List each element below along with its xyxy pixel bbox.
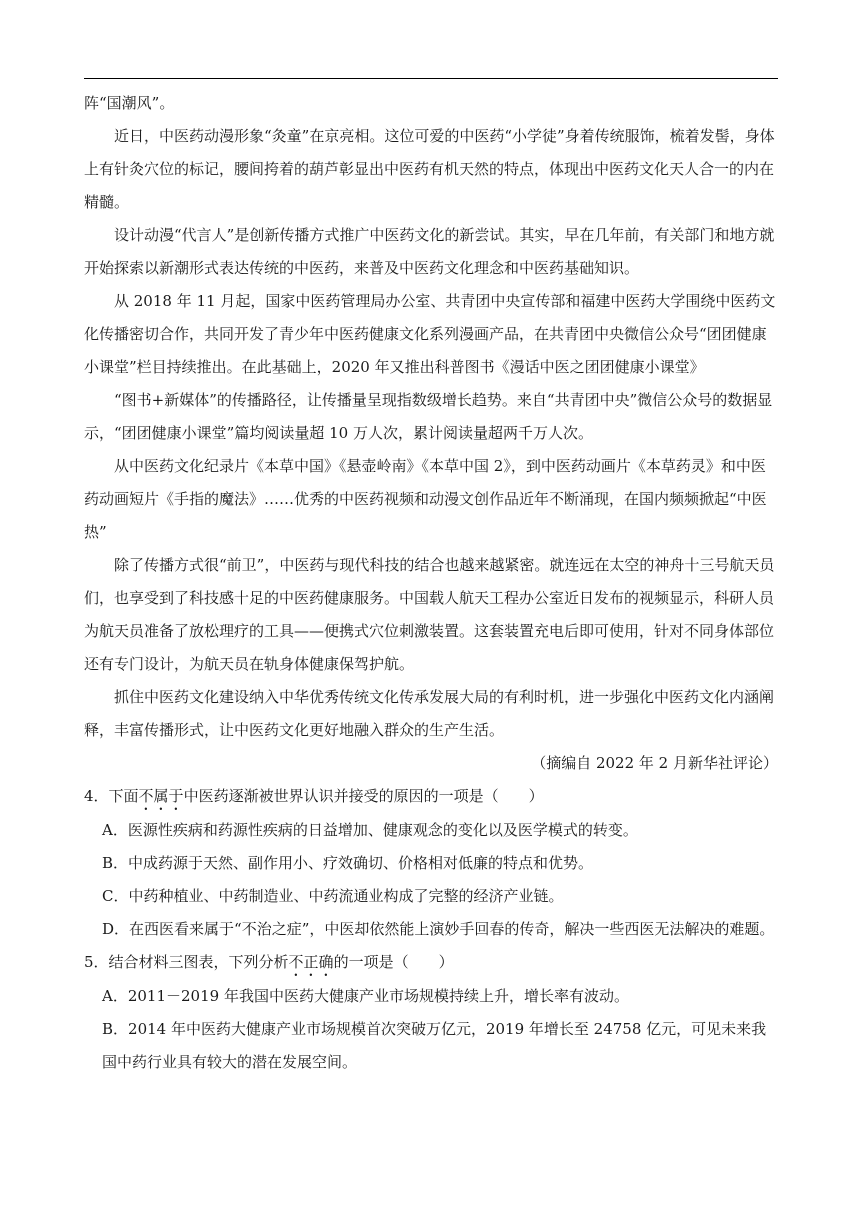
question-4-stem bbox=[84, 780, 778, 814]
question-stem-part: 4．下面 bbox=[84, 787, 139, 805]
paragraph: 抓住中医药文化建设纳入中华优秀传统文化传承发展大局的有利时机，进一步强化中医药文化内涵阐释，丰富传播形式，让中医药文化更好地融入群众的生产生活。 bbox=[84, 688, 775, 739]
header-rule bbox=[84, 78, 778, 79]
question-4-option-c: C．中药种植业、中药制造业、中药流通业构成了完整的经济产业链。 bbox=[102, 887, 564, 905]
article-body bbox=[84, 87, 778, 1079]
paragraph: 近日，中医药动漫形象“灸童”在京亮相。这位可爱的中医药“小学徒”身着传统服饰，梳着发髻，身体上有针灸穴位的标记，腰间挎着的葫芦彰显出中医药有机天然的特点，体现出中医药文化天人合一的内在精髓。 bbox=[84, 127, 775, 211]
question-4-option-a: A．医源性疾病和药源性疾病的日益增加、健康观念的变化以及医学模式的转变。 bbox=[102, 821, 638, 839]
source-citation: （摘编自 2022 年 2 月新华社评论） bbox=[531, 754, 778, 772]
question-4-option-d: D．在西医看来属于“不治之症”，中医却依然能上演妙手回春的传奇，解决一些西医无法解决的难题。 bbox=[102, 920, 775, 938]
question-4-option-b: B．中成药源于天然、副作用小、疗效确切、价格相对低廉的特点和优势。 bbox=[102, 854, 594, 872]
paragraph: 阵“国潮风”。 bbox=[84, 94, 175, 112]
question-stem-part: 的一项是（ ） bbox=[333, 953, 454, 971]
paragraph: 从中医药文化纪录片《本草中国》《悬壶岭南》《本草中国 2》，到中医药动画片《本草药灵》和中医药动画短片《手指的魔法》……优秀的中医药视频和动漫文创作品近年不断涌现，在国内频频掀起“中医热” bbox=[84, 457, 767, 541]
paragraph: “图书+新媒体”的传播路径，让传播量呈现指数级增长趋势。来自“共青团中央”微信公众号的数据显示，“团团健康小课堂”篇均阅读量超 10 万人次，累计阅读量超两千万人次。 bbox=[84, 391, 773, 442]
paragraph: 除了传播方式很“前卫”，中医药与现代科技的结合也越来越紧密。就连远在太空的神舟十三号航天员们，也享受到了科技感十足的中医药健康服务。中国载人航天工程办公室近日发布的视频显示，科研人员为航天员准备了放松理疗的工具——便携式穴位刺激装置。这套装置充电后即可使用，针对不同身体部位还有专门设计，为航天员在轨身体健康保驾护航。 bbox=[84, 556, 775, 673]
question-stem-part: 中医药逐渐被世界认识并接受的原因的一项是（ ） bbox=[183, 787, 544, 805]
paragraph: 从 2018 年 11 月起，国家中医药管理局办公室、共青团中央宣传部和福建中医药大学围绕中医药文化传播密切合作，共同开发了青少年中医药健康文化系列漫画产品，在共青团中央微信公众号“团团健康小课堂”栏目持续推出。在此基础上，2020 年又推出科普图书《漫话中医之团团健康小课堂》 bbox=[84, 292, 776, 376]
question-5-option-a: A．2011－2019 年我国中医药大健康产业市场规模持续上升，增长率有波动。 bbox=[102, 987, 629, 1005]
emphasized-text: 不属于 bbox=[138, 787, 184, 805]
question-stem-part: 5．结合材料三图表，下列分析 bbox=[84, 953, 289, 971]
question-5-stem bbox=[84, 946, 778, 980]
paragraph: 设计动漫“代言人”是创新传播方式推广中医药文化的新尝试。其实，早在几年前，有关部门和地方就开始探索以新潮形式表达传统的中医药，来普及中医药文化理念和中医药基础知识。 bbox=[84, 226, 775, 277]
emphasized-text: 不正确 bbox=[288, 953, 334, 971]
question-5-option-b: B．2014 年中医药大健康产业市场规模首次突破万亿元，2019 年增长至 24758 亿元，可见未来我国中药行业具有较大的潜在发展空间。 bbox=[102, 1020, 767, 1071]
